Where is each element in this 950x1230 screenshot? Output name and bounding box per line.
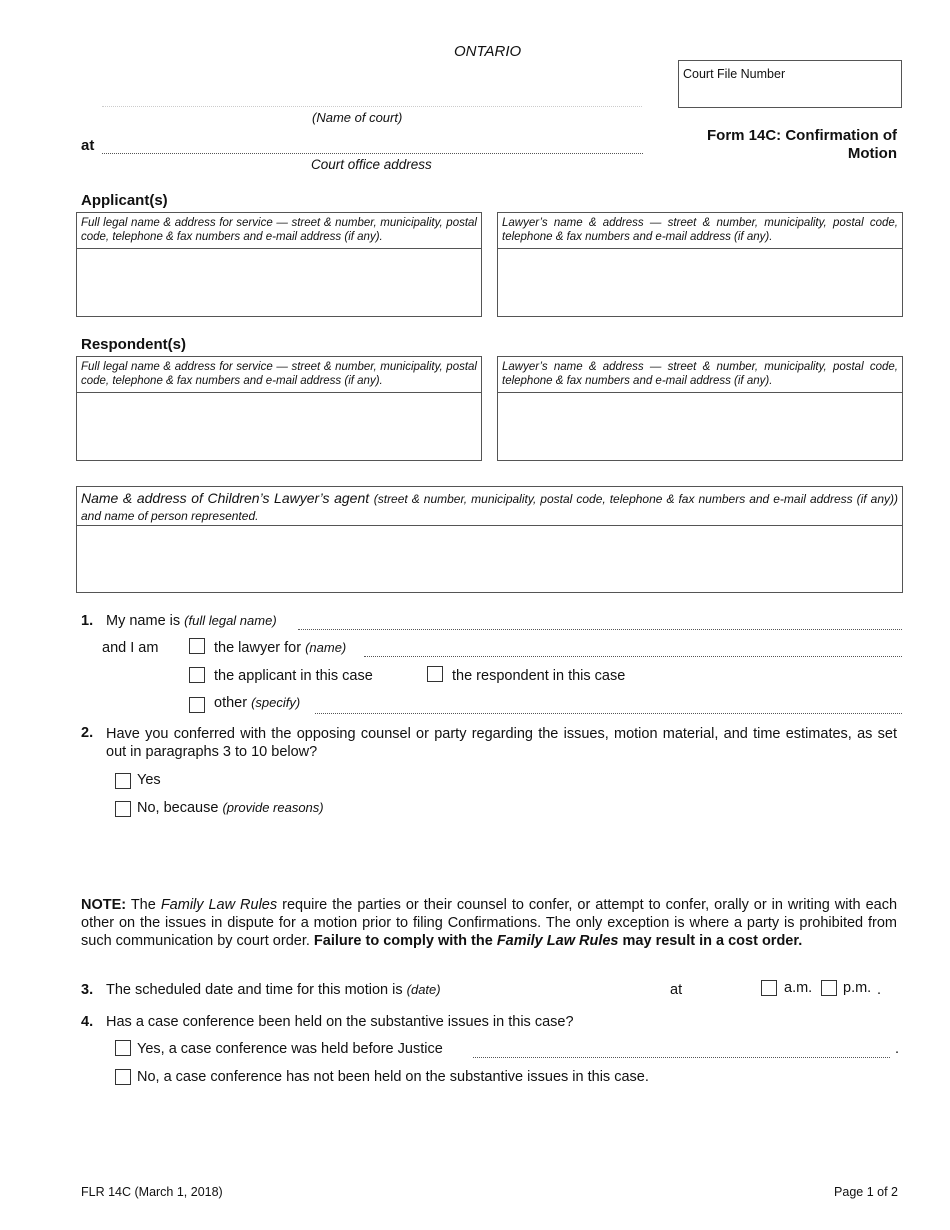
q1-applicant-label: the applicant in this case <box>214 668 373 684</box>
full-legal-name-line[interactable] <box>298 629 902 630</box>
childrens-lawyer-box[interactable] <box>76 486 903 593</box>
applicant-party-header: Full legal name & address for service — street & number, municipality, postal code, telephone & fax numbers and e-mail address (if any). <box>81 217 477 243</box>
q1-and-i-am: and I am <box>102 640 159 656</box>
court-file-number-label: Court File Number <box>683 67 786 81</box>
case-conference-no-checkbox[interactable] <box>115 1069 131 1085</box>
q3-am-label: a.m. <box>784 980 813 996</box>
name-of-court-label: (Name of court) <box>312 110 403 125</box>
q1-specify-hint: (specify) <box>251 695 301 710</box>
respondent-party-header: Full legal name & address for service — street & number, municipality, postal code, telephone & fax numbers and e-mail address (if any). <box>81 361 477 387</box>
at-label: at <box>81 137 95 154</box>
q2-no <box>137 800 324 816</box>
note-paragraph <box>81 896 897 950</box>
court-office-address-label: Court office address <box>311 157 432 172</box>
respondent-lawyer-box[interactable] <box>497 356 903 461</box>
q3-at: at <box>670 982 683 998</box>
q4-end-dot: . <box>895 1041 900 1057</box>
q3-text <box>106 982 441 998</box>
q1-my-name-text: My name is <box>106 613 181 629</box>
q4-no-label: No, a case conference has not been held on the substantive issues in this case. <box>137 1069 649 1085</box>
q1-full-legal-name-hint: (full legal name) <box>184 613 277 628</box>
divider <box>498 248 902 249</box>
applicants-title: Applicant(s) <box>81 192 168 209</box>
note-text2: require the parties or their counsel to confer, or attempt to confer, orally or in writing with each other on the issues in dispute for a motion prior to filing Confirmations. The only exception is where a party is prohibited from such communication by court order. <box>81 897 898 949</box>
other-specify-line[interactable] <box>315 713 902 714</box>
divider <box>498 392 902 393</box>
note-rules: Family Law Rules <box>160 897 278 913</box>
respondent-lawyer-header: Lawyer’s name & address — street & number, municipality, postal code, telephone & fax numbers and e-mail address (if any). <box>502 361 898 387</box>
q1-lawyer-for-text: the lawyer for <box>214 640 302 656</box>
childrens-lawyer-header <box>77 487 902 524</box>
q1-other-text: other <box>214 695 248 711</box>
applicant-checkbox[interactable] <box>189 667 205 683</box>
respondents-title: Respondent(s) <box>81 336 186 353</box>
q2-text: Have you conferred with the opposing counsel or party regarding the issues, motion material, and time estimates, as set out in paragraphs 3 to 10 below? <box>106 726 897 760</box>
divider <box>77 248 481 249</box>
q4-yes-label: Yes, a case conference was held before Justice <box>137 1041 443 1057</box>
footer-form-id: FLR 14C (March 1, 2018) <box>81 1185 223 1199</box>
note-bold-rules: Family Law Rules <box>496 933 619 949</box>
q2-provide-reasons-hint: (provide reasons) <box>222 800 324 815</box>
note-text1: The <box>130 897 156 913</box>
note-bold1: Failure to comply with the <box>313 933 493 949</box>
applicant-party-box[interactable] <box>76 212 482 317</box>
am-checkbox[interactable] <box>761 980 777 996</box>
q1-number: 1. <box>81 613 94 629</box>
q3-end-dot: . <box>877 982 882 998</box>
conferred-no-checkbox[interactable] <box>115 801 131 817</box>
q3-number: 3. <box>81 982 94 998</box>
childrens-lawyer-header-main: Name & address of Children’s Lawyer’s agent <box>81 490 370 506</box>
divider <box>77 392 481 393</box>
respondent-party-box[interactable] <box>76 356 482 461</box>
court-office-address-line[interactable] <box>102 153 643 154</box>
footer-page: Page 1 of 2 <box>834 1185 898 1199</box>
q1-other <box>214 695 300 711</box>
form-title-line1: Form 14C: Confirmation of <box>707 127 897 144</box>
form-title-line2: Motion <box>847 145 897 162</box>
divider <box>77 525 902 526</box>
q3-pm-label: p.m. <box>843 980 872 996</box>
q1-respondent-label: the respondent in this case <box>452 668 626 684</box>
form-title <box>707 127 897 163</box>
q1-my-name <box>106 613 277 629</box>
court-file-number-box[interactable] <box>678 60 902 108</box>
case-conference-yes-checkbox[interactable] <box>115 1040 131 1056</box>
q2-number: 2. <box>81 725 94 741</box>
other-checkbox[interactable] <box>189 697 205 713</box>
q1-name-hint: (name) <box>305 640 347 655</box>
justice-name-line[interactable] <box>473 1057 890 1058</box>
childrens-lawyer-header-detail: (street & number, municipality, postal code, telephone & fax numbers and e-mail address (if any)) and name of person represented. <box>81 492 899 523</box>
name-of-court-line[interactable] <box>102 106 642 107</box>
q2-no-because: No, because <box>137 800 219 816</box>
q3-text-main: The scheduled date and time for this motion is <box>106 982 403 998</box>
q2-yes-label: Yes <box>137 772 161 788</box>
q1-lawyer-for <box>214 640 346 656</box>
applicant-lawyer-box[interactable] <box>497 212 903 317</box>
jurisdiction: ONTARIO <box>454 43 522 60</box>
q3-date-hint: (date) <box>406 982 441 997</box>
lawyer-for-name-line[interactable] <box>364 656 902 657</box>
conferred-yes-checkbox[interactable] <box>115 773 131 789</box>
q4-number: 4. <box>81 1014 94 1030</box>
note-label: NOTE: <box>81 897 127 913</box>
q4-text: Has a case conference been held on the substantive issues in this case? <box>106 1014 574 1030</box>
note-bold2: may result in a cost order. <box>622 933 803 949</box>
respondent-checkbox[interactable] <box>427 666 443 682</box>
pm-checkbox[interactable] <box>821 980 837 996</box>
applicant-lawyer-header: Lawyer’s name & address — street & number, municipality, postal code, telephone & fax numbers and e-mail address (if any). <box>502 217 898 243</box>
lawyer-for-checkbox[interactable] <box>189 638 205 654</box>
